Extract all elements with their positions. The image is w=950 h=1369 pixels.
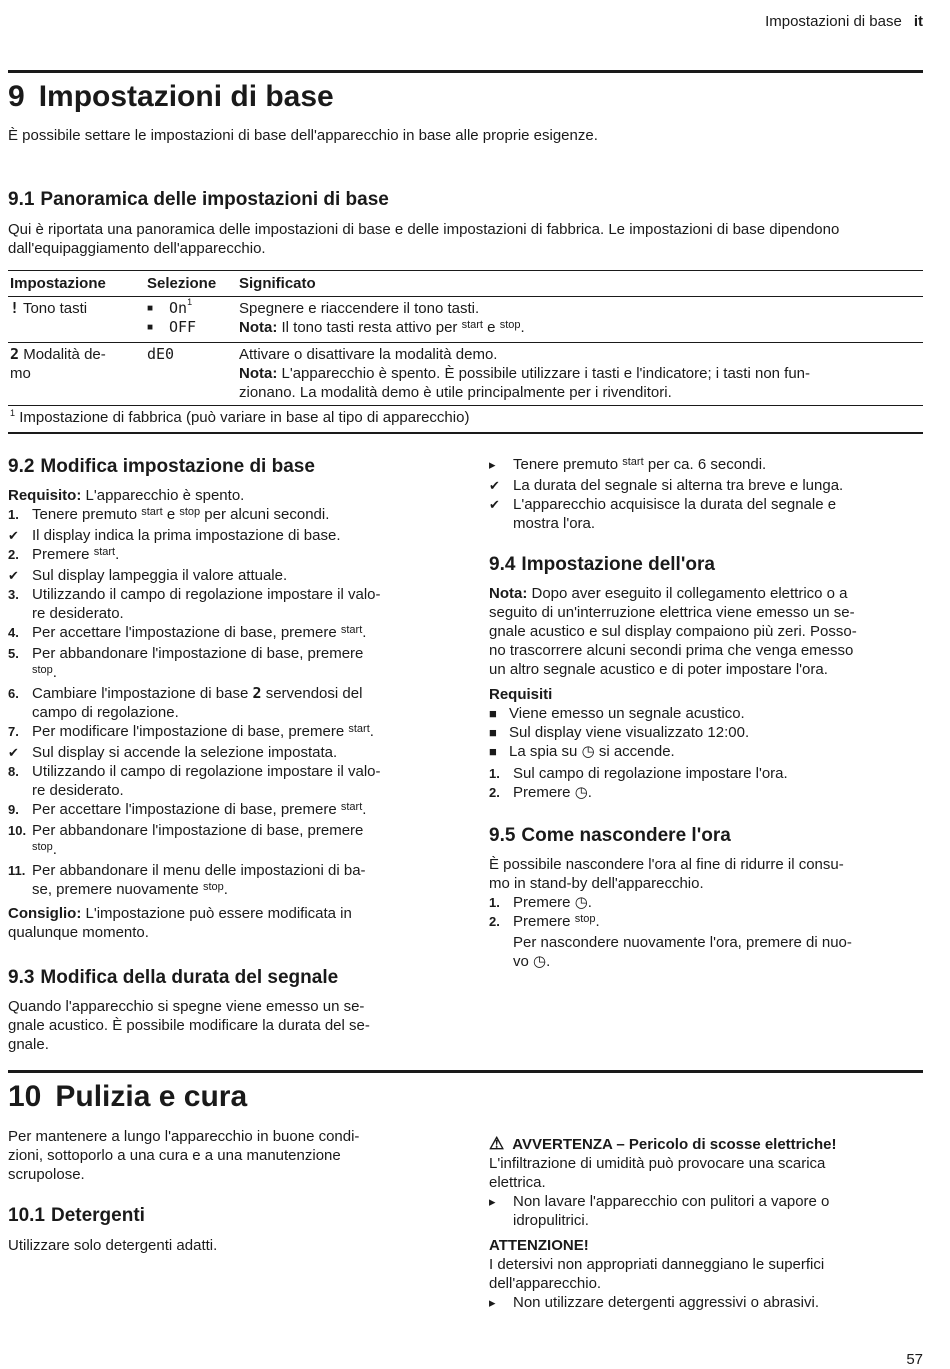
note-text: zionano. La modalità demo è utile principalmente per i rivenditori. bbox=[239, 384, 672, 401]
list-item-text: Sul display viene visualizzato 12:00. bbox=[509, 724, 750, 741]
square-bullet-icon: ■ bbox=[489, 744, 497, 759]
text-part: . bbox=[115, 546, 120, 563]
section-9-5-text bbox=[489, 855, 923, 893]
text-part: re desiderato. bbox=[32, 605, 124, 622]
section-9-intro: È possibile settare le impostazioni di base dell'apparecchio in base alle proprie esigenze. bbox=[8, 127, 598, 144]
step-item bbox=[489, 495, 923, 533]
requirements-heading: Requisiti bbox=[489, 686, 553, 703]
table-header: Selezione bbox=[145, 271, 237, 297]
note-text: . bbox=[520, 319, 525, 336]
text-part: e bbox=[166, 506, 176, 523]
setting-cell bbox=[8, 343, 145, 406]
step-text bbox=[513, 455, 923, 476]
start-key-icon: start bbox=[340, 624, 363, 636]
settings-table bbox=[8, 270, 923, 434]
text-part: si accende. bbox=[598, 743, 675, 760]
text-line: vo bbox=[513, 953, 529, 970]
selection-value: On bbox=[169, 299, 188, 317]
start-key-icon: start bbox=[622, 456, 644, 468]
text-part: Tenere premuto bbox=[513, 456, 619, 473]
note-label: Nota: bbox=[239, 365, 278, 382]
check-icon: ✔ bbox=[8, 745, 19, 760]
left-column bbox=[8, 455, 448, 1054]
note-text: un altro segnale acustico e di poter impostare l'ora. bbox=[489, 661, 828, 678]
section-9-4-note bbox=[489, 584, 923, 679]
action-text bbox=[513, 1192, 923, 1230]
text-line: Per nascondere nuovamente l'ora, premere di nuo- bbox=[513, 934, 852, 951]
text-part: Il display indica la prima impostazione di base. bbox=[32, 527, 341, 544]
check-icon: ✔ bbox=[8, 568, 19, 583]
text-line: idropulitrici. bbox=[513, 1212, 589, 1229]
text-part: La durata del segnale si alterna tra breve e lunga. bbox=[513, 477, 844, 494]
section-10-right bbox=[489, 1134, 923, 1312]
text-part: Per accettare l'impostazione di base, premere bbox=[32, 624, 337, 641]
text-line: gnale acustico. È possibile modificare la durata del se- bbox=[8, 1017, 370, 1034]
warning-heading bbox=[489, 1134, 923, 1154]
text-part: Per abbandonare l'impostazione di base, premere bbox=[32, 822, 364, 839]
check-icon: ✔ bbox=[489, 497, 500, 512]
table-header: Impostazione bbox=[8, 271, 145, 297]
step-text bbox=[32, 722, 448, 743]
step-text bbox=[32, 743, 448, 762]
start-key-icon: start bbox=[348, 723, 370, 735]
steps-list bbox=[8, 505, 448, 901]
step-number: 3. bbox=[8, 587, 19, 602]
section-9-3-heading bbox=[8, 966, 448, 990]
step-text bbox=[513, 495, 923, 533]
arrow-bullet-icon: ▸ bbox=[489, 1295, 496, 1310]
clock-icon: ◷ bbox=[533, 953, 547, 970]
step-item bbox=[8, 861, 448, 901]
text-part: . bbox=[369, 723, 374, 740]
stop-key-icon: stop bbox=[32, 841, 53, 853]
step-text bbox=[32, 861, 448, 901]
requirements-list bbox=[489, 704, 923, 761]
step-number: 2. bbox=[489, 785, 500, 800]
text-part: Premere bbox=[513, 913, 571, 930]
step-text bbox=[513, 912, 923, 933]
step-text bbox=[32, 585, 448, 623]
text-line: gnale. bbox=[8, 1036, 49, 1053]
step-item bbox=[8, 545, 448, 566]
clock-icon: ◷ bbox=[574, 784, 588, 801]
step-item bbox=[489, 912, 923, 933]
check-icon: ✔ bbox=[489, 478, 500, 493]
section-number: 10 bbox=[8, 1080, 42, 1113]
step-item bbox=[8, 566, 448, 585]
requirement bbox=[8, 486, 448, 505]
step-text bbox=[32, 505, 448, 526]
start-key-icon: start bbox=[340, 801, 363, 813]
step-text bbox=[32, 684, 448, 722]
warning-title: AVVERTENZA – Pericolo di scosse elettriche! bbox=[512, 1136, 837, 1153]
text-line: dell'apparecchio. bbox=[489, 1275, 602, 1292]
settings-table-wrap bbox=[8, 270, 923, 434]
subsection-number: 9.4 bbox=[489, 554, 516, 575]
text-part: . bbox=[362, 624, 367, 641]
steps-list bbox=[489, 764, 923, 802]
selection-cell bbox=[145, 297, 237, 343]
subsection-number: 9.2 bbox=[8, 456, 35, 477]
section-9-3-text bbox=[8, 997, 448, 1054]
running-header-section: Impostazioni di base bbox=[765, 13, 902, 30]
stop-key-icon: stop bbox=[499, 319, 521, 331]
setting-name: mo bbox=[10, 365, 31, 382]
table-header-row bbox=[8, 271, 923, 297]
section-9-2-heading bbox=[8, 455, 448, 479]
step-text bbox=[32, 762, 448, 800]
text-line: Non lavare l'apparecchio con pulitori a vapore o bbox=[513, 1193, 830, 1210]
tip-text: qualunque momento. bbox=[8, 924, 149, 941]
table-row bbox=[8, 343, 923, 406]
warning-action bbox=[489, 1192, 923, 1230]
step-item bbox=[8, 585, 448, 623]
text-part: mostra l'ora. bbox=[513, 515, 596, 532]
note-text: L'apparecchio è spento. È possibile utilizzare i tasti e l'indicatore; i tasti non fun- bbox=[281, 365, 811, 382]
warning-text bbox=[489, 1154, 923, 1192]
text-part: L'apparecchio acquisisce la durata del segnale e bbox=[513, 496, 837, 513]
text-part: . bbox=[362, 801, 367, 818]
note-text: gnale acustico e sul display compaiono più zeri. Posso- bbox=[489, 623, 857, 640]
language-code: it bbox=[913, 13, 923, 30]
section-title: Pulizia e cura bbox=[55, 1080, 248, 1113]
step-text bbox=[32, 644, 448, 684]
subsection-title: Panoramica delle impostazioni di base bbox=[40, 189, 389, 210]
text-part: Premere bbox=[32, 546, 90, 563]
text-part: Sul display si accende la selezione impostata. bbox=[32, 744, 338, 761]
section-9-heading bbox=[8, 80, 334, 114]
text-part: se, premere nuovamente bbox=[32, 881, 199, 898]
subsection-title: Come nascondere l'ora bbox=[521, 825, 731, 846]
square-bullet-icon: ■ bbox=[489, 706, 497, 721]
step-number: 1. bbox=[489, 895, 500, 910]
text-part: per ca. 6 secondi. bbox=[647, 456, 767, 473]
step-item bbox=[8, 821, 448, 861]
step-number: 2. bbox=[489, 914, 500, 929]
setting-code: 2 bbox=[10, 345, 20, 363]
list-item bbox=[489, 742, 923, 761]
clock-icon: ◷ bbox=[581, 743, 595, 760]
setting-name: Modalità de- bbox=[23, 346, 106, 363]
section-10-1-text: Utilizzare solo detergenti adatti. bbox=[8, 1237, 218, 1254]
text-part: Premere bbox=[513, 894, 571, 911]
footnote-mark: 1 bbox=[10, 408, 16, 418]
footnote-text: Impostazione di fabbrica (può variare in base al tipo di apparecchio) bbox=[19, 409, 470, 426]
tip-text: L'impostazione può essere modificata in bbox=[85, 905, 352, 922]
footnote-mark: 1 bbox=[187, 297, 193, 307]
start-key-icon: start bbox=[461, 319, 483, 331]
step-text bbox=[513, 893, 923, 912]
subsection-title: Modifica impostazione di base bbox=[40, 456, 315, 477]
text-part: re desiderato. bbox=[32, 782, 124, 799]
text-part: per alcuni secondi. bbox=[204, 506, 330, 523]
table-footnote bbox=[8, 406, 923, 434]
section-10-heading bbox=[8, 1080, 247, 1114]
text-line: Per mantenere a lungo l'apparecchio in buone condi- bbox=[8, 1128, 360, 1145]
note-label: Nota: bbox=[489, 585, 528, 602]
subsection-title: Modifica della durata del segnale bbox=[40, 967, 339, 988]
text-part: . bbox=[223, 881, 228, 898]
stop-key-icon: stop bbox=[574, 913, 596, 925]
text-line: mo in stand-by dell'apparecchio. bbox=[489, 875, 704, 892]
meaning-text: Spegnere e riaccendere il tono tasti. bbox=[239, 300, 480, 317]
subsection-number: 9.5 bbox=[489, 825, 516, 846]
meaning-text: Attivare o disattivare la modalità demo. bbox=[239, 346, 498, 363]
text-part: Premere bbox=[513, 784, 571, 801]
note-text: Il tono tasti resta attivo per bbox=[281, 319, 458, 336]
section-9-4-heading bbox=[489, 553, 923, 577]
text-part: Utilizzando il campo di regolazione impostare il valo- bbox=[32, 586, 381, 603]
stop-key-icon: stop bbox=[202, 881, 224, 893]
text-line: È possibile nascondere l'ora al fine di ridurre il consu- bbox=[489, 856, 844, 873]
text-part: Per abbandonare l'impostazione di base, premere bbox=[32, 645, 364, 662]
step-number: 6. bbox=[8, 686, 19, 701]
step-text bbox=[513, 783, 923, 802]
step-item bbox=[489, 783, 923, 802]
list-item-text bbox=[509, 742, 923, 761]
step-item bbox=[489, 764, 923, 783]
step-number: 1. bbox=[489, 766, 500, 781]
step-text bbox=[32, 566, 448, 585]
step-text bbox=[32, 821, 448, 861]
square-bullet-icon: ■ bbox=[147, 322, 154, 333]
tip-label: Consiglio: bbox=[8, 905, 82, 922]
selection-item bbox=[147, 318, 235, 337]
stop-key-icon: stop bbox=[32, 664, 53, 676]
meaning-note bbox=[239, 318, 921, 339]
table-header: Significato bbox=[237, 271, 923, 297]
steps-list bbox=[489, 893, 923, 933]
step-text bbox=[32, 623, 448, 644]
step-number: 11. bbox=[8, 863, 26, 878]
text-part: Utilizzando il campo di regolazione impostare il valo- bbox=[32, 763, 381, 780]
note-text: e bbox=[487, 319, 496, 336]
text-part: . bbox=[546, 953, 551, 970]
list-item bbox=[489, 723, 923, 742]
text-part: servendosi del bbox=[265, 685, 363, 702]
text-part: La spia su bbox=[509, 743, 578, 760]
note-text: no trascorrere alcuni secondi prima che venga emesso bbox=[489, 642, 854, 659]
steps-list bbox=[489, 455, 923, 533]
text-part: . bbox=[587, 894, 592, 911]
text-line: scrupolose. bbox=[8, 1166, 85, 1183]
text-part: . bbox=[595, 913, 600, 930]
text-part: Cambiare l'impostazione di base bbox=[32, 685, 249, 702]
requirement-text: L'apparecchio è spento. bbox=[85, 487, 245, 504]
arrow-bullet-icon: ▸ bbox=[489, 1194, 496, 1209]
text-line: Quando l'apparecchio si spegne viene emesso un se- bbox=[8, 998, 365, 1015]
setting-code: 2 bbox=[252, 684, 262, 702]
step-item bbox=[8, 505, 448, 526]
section-9-5-after bbox=[513, 933, 923, 971]
section-9-1-intro: Qui è riportata una panoramica delle impostazioni di base e delle impostazioni di fabbrica. Le impostazioni di base dipendono dall'equipaggiamento dell'apparecchio. bbox=[8, 221, 840, 257]
clock-icon: ◷ bbox=[574, 894, 588, 911]
subsection-number: 9.1 bbox=[8, 189, 35, 210]
step-text bbox=[32, 545, 448, 566]
right-column bbox=[489, 455, 923, 971]
tip bbox=[8, 904, 448, 942]
step-text bbox=[32, 526, 448, 545]
step-text bbox=[513, 476, 923, 495]
subsection-title: Detergenti bbox=[50, 1205, 145, 1226]
attention-title: ATTENZIONE! bbox=[489, 1237, 589, 1254]
page-number: 57 bbox=[906, 1351, 923, 1368]
attention-text bbox=[489, 1255, 923, 1293]
text-line: elettrica. bbox=[489, 1174, 546, 1191]
step-number: 4. bbox=[8, 625, 19, 640]
selection-item bbox=[147, 299, 235, 318]
text-part: Per abbandonare il menu delle impostazioni di ba- bbox=[32, 862, 366, 879]
action-text: Non utilizzare detergenti aggressivi o abrasivi. bbox=[513, 1294, 819, 1311]
text-line: L'infiltrazione di umidità può provocare una scarica bbox=[489, 1155, 826, 1172]
step-text bbox=[32, 800, 448, 821]
text-part: . bbox=[52, 664, 57, 681]
selection-cell bbox=[145, 343, 237, 406]
meaning-cell bbox=[237, 343, 923, 406]
start-key-icon: start bbox=[141, 506, 163, 518]
table-row bbox=[8, 297, 923, 343]
step-item bbox=[489, 455, 923, 476]
step-item bbox=[8, 743, 448, 762]
text-line: zioni, sottoporlo a una cura e a una manutenzione bbox=[8, 1147, 341, 1164]
step-number: 9. bbox=[8, 802, 19, 817]
warning-triangle-icon: ⚠ bbox=[489, 1134, 505, 1153]
list-item bbox=[489, 704, 923, 723]
text-part: Sul display lampeggia il valore attuale. bbox=[32, 567, 288, 584]
square-bullet-icon: ■ bbox=[489, 725, 497, 740]
text-part: Per accettare l'impostazione di base, premere bbox=[32, 801, 337, 818]
selection-value: OFF bbox=[169, 318, 197, 336]
step-number: 7. bbox=[8, 724, 19, 739]
step-number: 1. bbox=[8, 507, 19, 522]
setting-code: ! bbox=[10, 299, 20, 317]
setting-name: Tono tasti bbox=[22, 300, 88, 317]
step-item bbox=[8, 623, 448, 644]
text-part: Tenere premuto bbox=[32, 506, 138, 523]
list-item-text: Viene emesso un segnale acustico. bbox=[509, 705, 745, 722]
text-part: . bbox=[52, 841, 57, 858]
text-line: I detersivi non appropriati danneggiano le superfici bbox=[489, 1256, 825, 1273]
running-header bbox=[765, 12, 923, 31]
note-text: seguito di un'interruzione elettrica viene emesso un se- bbox=[489, 604, 855, 621]
section-9-5-heading bbox=[489, 824, 923, 848]
step-item bbox=[8, 684, 448, 722]
arrow-bullet-icon: ▸ bbox=[489, 457, 496, 472]
subsection-number: 9.3 bbox=[8, 967, 35, 988]
text-part: Per modificare l'impostazione di base, premere bbox=[32, 723, 345, 740]
note-label: Nota: bbox=[239, 319, 278, 336]
meaning-note bbox=[239, 364, 921, 402]
table-footnote-row bbox=[8, 406, 923, 434]
section-rule bbox=[8, 1070, 923, 1073]
step-item bbox=[8, 644, 448, 684]
section-9-1-heading bbox=[8, 188, 389, 212]
section-number: 9 bbox=[8, 80, 25, 113]
section-rule bbox=[8, 70, 923, 73]
step-item bbox=[8, 722, 448, 743]
step-number: 10. bbox=[8, 823, 27, 838]
check-icon: ✔ bbox=[8, 528, 19, 543]
subsection-title: Impostazione dell'ora bbox=[521, 554, 715, 575]
meaning-cell bbox=[237, 297, 923, 343]
step-item bbox=[489, 893, 923, 912]
step-item bbox=[8, 526, 448, 545]
section-title: Impostazioni di base bbox=[38, 80, 334, 113]
subsection-number: 10.1 bbox=[8, 1205, 45, 1226]
square-bullet-icon: ■ bbox=[147, 303, 154, 314]
start-key-icon: start bbox=[93, 546, 116, 558]
step-item bbox=[8, 762, 448, 800]
section-10-left bbox=[8, 1127, 448, 1255]
section-10-1-heading bbox=[8, 1204, 448, 1228]
note-text: Dopo aver eseguito il collegamento elettrico o a bbox=[531, 585, 848, 602]
step-text: Sul campo di regolazione impostare l'ora. bbox=[513, 765, 788, 782]
step-number: 5. bbox=[8, 646, 19, 661]
step-number: 8. bbox=[8, 764, 19, 779]
attention-action bbox=[489, 1293, 923, 1312]
text-part: campo di regolazione. bbox=[32, 704, 179, 721]
stop-key-icon: stop bbox=[179, 506, 201, 518]
step-number: 2. bbox=[8, 547, 19, 562]
section-10-intro bbox=[8, 1127, 448, 1184]
setting-cell bbox=[8, 297, 145, 343]
text-part: . bbox=[587, 784, 592, 801]
step-item bbox=[489, 476, 923, 495]
step-item bbox=[8, 800, 448, 821]
selection-value: dE0 bbox=[147, 345, 175, 363]
requirement-label: Requisito: bbox=[8, 487, 82, 504]
